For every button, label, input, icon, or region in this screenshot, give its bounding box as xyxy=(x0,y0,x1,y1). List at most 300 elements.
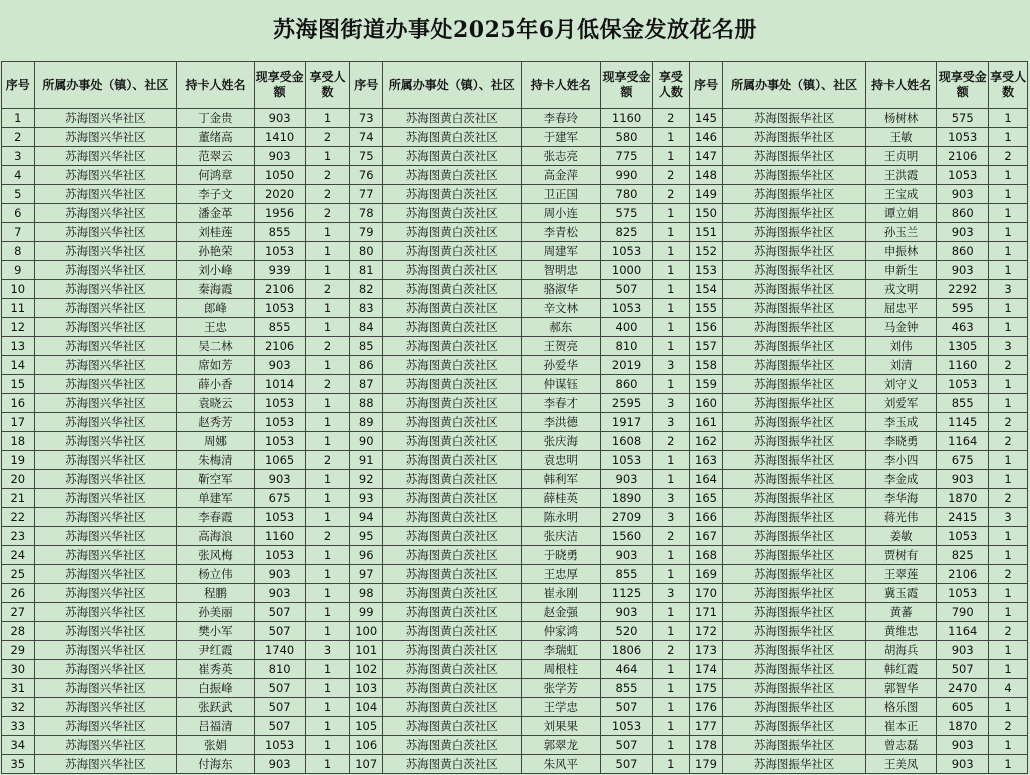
cardholder-name-cell: 王宝成 xyxy=(865,185,936,204)
district-cell: 苏海图振华社区 xyxy=(723,622,866,641)
amount-cell: 780 xyxy=(601,185,653,204)
amount-cell: 903 xyxy=(937,755,989,774)
seq-cell: 12 xyxy=(2,318,35,337)
amount-cell: 605 xyxy=(937,698,989,717)
seq-cell: 31 xyxy=(2,679,35,698)
table-row xyxy=(2,299,1028,318)
seq-cell: 159 xyxy=(689,375,723,394)
people-count-cell: 2 xyxy=(653,166,690,185)
district-cell: 苏海图振华社区 xyxy=(723,584,866,603)
seq-cell: 95 xyxy=(350,527,383,546)
seq-cell: 13 xyxy=(2,337,35,356)
table-row xyxy=(2,698,1028,717)
amount-cell: 2106 xyxy=(937,565,989,584)
seq-cell: 10 xyxy=(2,280,35,299)
cardholder-name-cell: 孙爱华 xyxy=(521,356,600,375)
cardholder-name-cell: 李青松 xyxy=(521,223,600,242)
people-count-cell: 1 xyxy=(989,660,1028,679)
people-count-cell: 1 xyxy=(989,394,1028,413)
cardholder-name-cell: 秦海霞 xyxy=(177,280,254,299)
amount-cell: 1410 xyxy=(254,128,305,147)
seq-cell: 85 xyxy=(350,337,383,356)
district-cell: 苏海图兴华社区 xyxy=(34,356,177,375)
cardholder-name-cell: 赵金强 xyxy=(521,603,600,622)
cardholder-name-cell: 周娜 xyxy=(177,432,254,451)
people-count-cell: 1 xyxy=(305,546,350,565)
cardholder-name-cell: 胡海兵 xyxy=(865,641,936,660)
seq-cell: 4 xyxy=(2,166,35,185)
amount-cell: 507 xyxy=(254,603,305,622)
district-cell: 苏海图兴华社区 xyxy=(34,185,177,204)
seq-cell: 107 xyxy=(350,755,383,774)
amount-cell: 1053 xyxy=(601,242,653,261)
table-row xyxy=(2,223,1028,242)
table-row xyxy=(2,242,1028,261)
cardholder-name-cell: 王敏 xyxy=(865,128,936,147)
amount-cell: 1160 xyxy=(601,109,653,128)
district-cell: 苏海图黄白茨社区 xyxy=(383,622,522,641)
amount-cell: 1053 xyxy=(254,242,305,261)
district-cell: 苏海图黄白茨社区 xyxy=(383,470,522,489)
table-row xyxy=(2,394,1028,413)
cardholder-name-cell: 蒋光伟 xyxy=(865,508,936,527)
cardholder-name-cell: 孙玉兰 xyxy=(865,223,936,242)
cardholder-name-cell: 张风梅 xyxy=(177,546,254,565)
seq-cell: 33 xyxy=(2,717,35,736)
amount-cell: 1053 xyxy=(254,546,305,565)
seq-cell: 178 xyxy=(689,736,723,755)
district-cell: 苏海图黄白茨社区 xyxy=(383,584,522,603)
seq-cell: 166 xyxy=(689,508,723,527)
cardholder-name-cell: 范翠云 xyxy=(177,147,254,166)
cardholder-name-cell: 朱风平 xyxy=(521,755,600,774)
cardholder-name-cell: 黄维忠 xyxy=(865,622,936,641)
district-cell: 苏海图振华社区 xyxy=(723,660,866,679)
district-cell: 苏海图振华社区 xyxy=(723,603,866,622)
district-cell: 苏海图黄白茨社区 xyxy=(383,280,522,299)
people-count-cell: 1 xyxy=(989,242,1028,261)
people-count-cell: 2 xyxy=(305,204,350,223)
table-row xyxy=(2,622,1028,641)
seq-cell: 14 xyxy=(2,356,35,375)
people-count-cell: 1 xyxy=(989,527,1028,546)
people-count-cell: 1 xyxy=(653,242,690,261)
cardholder-name-cell: 冀玉霞 xyxy=(865,584,936,603)
people-count-cell: 1 xyxy=(305,318,350,337)
district-cell: 苏海图兴华社区 xyxy=(34,489,177,508)
seq-cell: 15 xyxy=(2,375,35,394)
seq-cell: 91 xyxy=(350,451,383,470)
cardholder-name-cell: 卫正国 xyxy=(521,185,600,204)
district-cell: 苏海图振华社区 xyxy=(723,432,866,451)
district-cell: 苏海图黄白茨社区 xyxy=(383,432,522,451)
table-row xyxy=(2,755,1028,774)
district-cell: 苏海图振华社区 xyxy=(723,736,866,755)
people-count-cell: 1 xyxy=(305,299,350,318)
people-count-cell: 1 xyxy=(305,584,350,603)
seq-cell: 27 xyxy=(2,603,35,622)
amount-cell: 903 xyxy=(254,584,305,603)
cardholder-name-cell: 郝东 xyxy=(521,318,600,337)
seq-cell: 148 xyxy=(689,166,723,185)
amount-cell: 1053 xyxy=(254,299,305,318)
seq-cell: 103 xyxy=(350,679,383,698)
people-count-cell: 1 xyxy=(653,337,690,356)
cardholder-name-cell: 陈永明 xyxy=(521,508,600,527)
people-count-cell: 1 xyxy=(989,109,1028,128)
cardholder-name-cell: 周根柱 xyxy=(521,660,600,679)
district-cell: 苏海图兴华社区 xyxy=(34,622,177,641)
district-cell: 苏海图黄白茨社区 xyxy=(383,147,522,166)
people-count-cell: 1 xyxy=(989,128,1028,147)
people-count-cell: 1 xyxy=(989,641,1028,660)
people-count-cell: 1 xyxy=(305,432,350,451)
amount-cell: 1053 xyxy=(937,527,989,546)
table-row xyxy=(2,470,1028,489)
seq-cell: 83 xyxy=(350,299,383,318)
table-row xyxy=(2,318,1028,337)
people-count-cell: 1 xyxy=(989,185,1028,204)
amount-cell: 2470 xyxy=(937,679,989,698)
seq-cell: 158 xyxy=(689,356,723,375)
district-cell: 苏海图振华社区 xyxy=(723,489,866,508)
cardholder-name-cell: 李瑞虹 xyxy=(521,641,600,660)
cardholder-name-cell: 李晓勇 xyxy=(865,432,936,451)
cardholder-name-cell: 骆淑华 xyxy=(521,280,600,299)
people-count-cell: 1 xyxy=(989,451,1028,470)
amount-cell: 2595 xyxy=(601,394,653,413)
cardholder-name-cell: 何鸿章 xyxy=(177,166,254,185)
seq-cell: 25 xyxy=(2,565,35,584)
district-cell: 苏海图兴华社区 xyxy=(34,128,177,147)
cardholder-name-cell: 贾树有 xyxy=(865,546,936,565)
people-count-cell: 1 xyxy=(653,204,690,223)
seq-cell: 164 xyxy=(689,470,723,489)
amount-cell: 775 xyxy=(601,147,653,166)
people-count-cell: 2 xyxy=(989,717,1028,736)
district-cell: 苏海图黄白茨社区 xyxy=(383,242,522,261)
table-row xyxy=(2,147,1028,166)
amount-cell: 1608 xyxy=(601,432,653,451)
cardholder-name-cell: 韩利军 xyxy=(521,470,600,489)
seq-cell: 82 xyxy=(350,280,383,299)
people-count-cell: 3 xyxy=(653,584,690,603)
cardholder-name-cell: 单建军 xyxy=(177,489,254,508)
seq-cell: 179 xyxy=(689,755,723,774)
cardholder-name-cell: 吕福清 xyxy=(177,717,254,736)
amount-cell: 1000 xyxy=(601,261,653,280)
seq-cell: 21 xyxy=(2,489,35,508)
district-cell: 苏海图振华社区 xyxy=(723,451,866,470)
seq-cell: 98 xyxy=(350,584,383,603)
district-cell: 苏海图振华社区 xyxy=(723,508,866,527)
cardholder-name-cell: 周建军 xyxy=(521,242,600,261)
amount-cell: 2292 xyxy=(937,280,989,299)
amount-cell: 1053 xyxy=(254,736,305,755)
table-row xyxy=(2,432,1028,451)
amount-cell: 1164 xyxy=(937,622,989,641)
district-cell: 苏海图振华社区 xyxy=(723,527,866,546)
district-cell: 苏海图兴华社区 xyxy=(34,204,177,223)
district-cell: 苏海图黄白茨社区 xyxy=(383,508,522,527)
seq-cell: 153 xyxy=(689,261,723,280)
table-row xyxy=(2,489,1028,508)
amount-header: 现享受金额 xyxy=(254,62,305,109)
seq-cell: 76 xyxy=(350,166,383,185)
people-count-cell: 1 xyxy=(305,223,350,242)
amount-cell: 1956 xyxy=(254,204,305,223)
district-cell: 苏海图振华社区 xyxy=(723,394,866,413)
amount-cell: 903 xyxy=(601,546,653,565)
table-row xyxy=(2,546,1028,565)
cardholder-name-cell: 王美凤 xyxy=(865,755,936,774)
people-count-cell: 2 xyxy=(989,565,1028,584)
cardholder-name-cell: 白振峰 xyxy=(177,679,254,698)
people-count-cell: 1 xyxy=(989,736,1028,755)
district-cell: 苏海图兴华社区 xyxy=(34,508,177,527)
district-cell: 苏海图兴华社区 xyxy=(34,147,177,166)
district-cell: 苏海图兴华社区 xyxy=(34,470,177,489)
seq-cell: 6 xyxy=(2,204,35,223)
cardholder-name-cell: 李玉成 xyxy=(865,413,936,432)
table-row xyxy=(2,204,1028,223)
people-count-cell: 1 xyxy=(653,299,690,318)
seq-header: 序号 xyxy=(2,62,35,109)
district-cell: 苏海图振华社区 xyxy=(723,223,866,242)
district-cell: 苏海图兴华社区 xyxy=(34,755,177,774)
people-count-cell: 1 xyxy=(305,489,350,508)
table-row xyxy=(2,527,1028,546)
table-row xyxy=(2,584,1028,603)
district-cell: 苏海图兴华社区 xyxy=(34,584,177,603)
amount-cell: 1160 xyxy=(937,356,989,375)
people-count-cell: 2 xyxy=(305,280,350,299)
district-header: 所属办事处（镇）、社区 xyxy=(723,62,866,109)
people-count-cell: 1 xyxy=(653,147,690,166)
seq-cell: 87 xyxy=(350,375,383,394)
cardholder-name-cell: 仲谋钰 xyxy=(521,375,600,394)
district-cell: 苏海图黄白茨社区 xyxy=(383,204,522,223)
seq-cell: 7 xyxy=(2,223,35,242)
people-count-cell: 1 xyxy=(653,451,690,470)
district-cell: 苏海图振华社区 xyxy=(723,337,866,356)
cardholder-name-cell: 张志亮 xyxy=(521,147,600,166)
amount-cell: 507 xyxy=(601,736,653,755)
people-count-cell: 2 xyxy=(305,337,350,356)
amount-cell: 464 xyxy=(601,660,653,679)
people-count-cell: 1 xyxy=(653,280,690,299)
cardholder-name-header: 持卡人姓名 xyxy=(177,62,254,109)
district-cell: 苏海图振华社区 xyxy=(723,109,866,128)
cardholder-name-cell: 黄蕃 xyxy=(865,603,936,622)
seq-cell: 35 xyxy=(2,755,35,774)
cardholder-name-cell: 王洪霞 xyxy=(865,166,936,185)
people-count-cell: 1 xyxy=(305,660,350,679)
cardholder-name-cell: 王贺亮 xyxy=(521,337,600,356)
header-row xyxy=(2,62,1028,109)
cardholder-name-cell: 董绪高 xyxy=(177,128,254,147)
amount-cell: 1740 xyxy=(254,641,305,660)
seq-cell: 23 xyxy=(2,527,35,546)
people-count-cell: 1 xyxy=(653,736,690,755)
amount-cell: 855 xyxy=(601,679,653,698)
amount-cell: 1917 xyxy=(601,413,653,432)
amount-cell: 903 xyxy=(254,470,305,489)
cardholder-name-cell: 刘爱军 xyxy=(865,394,936,413)
amount-cell: 903 xyxy=(254,147,305,166)
district-cell: 苏海图黄白茨社区 xyxy=(383,185,522,204)
district-cell: 苏海图兴华社区 xyxy=(34,736,177,755)
seq-cell: 78 xyxy=(350,204,383,223)
amount-cell: 1560 xyxy=(601,527,653,546)
amount-cell: 400 xyxy=(601,318,653,337)
seq-cell: 105 xyxy=(350,717,383,736)
cardholder-name-cell: 张跃武 xyxy=(177,698,254,717)
district-cell: 苏海图振华社区 xyxy=(723,204,866,223)
district-cell: 苏海图兴华社区 xyxy=(34,603,177,622)
people-count-cell: 1 xyxy=(653,698,690,717)
people-count-cell: 1 xyxy=(305,242,350,261)
amount-cell: 2106 xyxy=(937,147,989,166)
cardholder-name-cell: 李春霞 xyxy=(177,508,254,527)
people-count-cell: 3 xyxy=(653,508,690,527)
table-row xyxy=(2,356,1028,375)
people-count-cell: 1 xyxy=(989,546,1028,565)
amount-cell: 1305 xyxy=(937,337,989,356)
seq-cell: 28 xyxy=(2,622,35,641)
seq-cell: 92 xyxy=(350,470,383,489)
district-cell: 苏海图振华社区 xyxy=(723,470,866,489)
table-row xyxy=(2,679,1028,698)
seq-cell: 75 xyxy=(350,147,383,166)
amount-cell: 2106 xyxy=(254,280,305,299)
amount-cell: 507 xyxy=(254,698,305,717)
cardholder-name-cell: 孙艳荣 xyxy=(177,242,254,261)
seq-cell: 17 xyxy=(2,413,35,432)
district-cell: 苏海图黄白茨社区 xyxy=(383,736,522,755)
district-cell: 苏海图兴华社区 xyxy=(34,261,177,280)
table-row xyxy=(2,717,1028,736)
amount-cell: 1053 xyxy=(254,394,305,413)
amount-cell: 2020 xyxy=(254,185,305,204)
district-cell: 苏海图黄白茨社区 xyxy=(383,660,522,679)
seq-cell: 146 xyxy=(689,128,723,147)
amount-cell: 1065 xyxy=(254,451,305,470)
cardholder-name-cell: 程鹏 xyxy=(177,584,254,603)
district-header: 所属办事处（镇）、社区 xyxy=(34,62,177,109)
seq-cell: 100 xyxy=(350,622,383,641)
seq-cell: 96 xyxy=(350,546,383,565)
cardholder-name-header: 持卡人姓名 xyxy=(521,62,600,109)
people-count-cell: 1 xyxy=(653,679,690,698)
table-row xyxy=(2,508,1028,527)
seq-cell: 170 xyxy=(689,584,723,603)
amount-cell: 810 xyxy=(254,660,305,679)
amount-header: 现享受金额 xyxy=(937,62,989,109)
table-row xyxy=(2,451,1028,470)
amount-cell: 1164 xyxy=(937,432,989,451)
amount-cell: 903 xyxy=(601,603,653,622)
cardholder-name-cell: 李子文 xyxy=(177,185,254,204)
amount-cell: 903 xyxy=(254,755,305,774)
district-cell: 苏海图振华社区 xyxy=(723,717,866,736)
district-cell: 苏海图振华社区 xyxy=(723,128,866,147)
people-count-cell: 1 xyxy=(305,698,350,717)
seq-cell: 94 xyxy=(350,508,383,527)
district-cell: 苏海图兴华社区 xyxy=(34,546,177,565)
district-cell: 苏海图黄白茨社区 xyxy=(383,261,522,280)
seq-cell: 161 xyxy=(689,413,723,432)
amount-cell: 903 xyxy=(254,565,305,584)
table-row xyxy=(2,128,1028,147)
table-row xyxy=(2,413,1028,432)
seq-cell: 163 xyxy=(689,451,723,470)
cardholder-name-cell: 张娟 xyxy=(177,736,254,755)
people-count-cell: 2 xyxy=(653,641,690,660)
seq-cell: 172 xyxy=(689,622,723,641)
amount-cell: 903 xyxy=(937,185,989,204)
table-row xyxy=(2,109,1028,128)
cardholder-name-cell: 李洪德 xyxy=(521,413,600,432)
cardholder-name-cell: 杨树林 xyxy=(865,109,936,128)
district-cell: 苏海图兴华社区 xyxy=(34,717,177,736)
people-count-cell: 1 xyxy=(305,622,350,641)
people-count-cell: 1 xyxy=(989,204,1028,223)
people-count-cell: 1 xyxy=(653,318,690,337)
amount-cell: 1053 xyxy=(601,299,653,318)
seq-cell: 24 xyxy=(2,546,35,565)
district-cell: 苏海图兴华社区 xyxy=(34,318,177,337)
seq-cell: 8 xyxy=(2,242,35,261)
district-cell: 苏海图黄白茨社区 xyxy=(383,394,522,413)
seq-cell: 90 xyxy=(350,432,383,451)
people-count-cell: 1 xyxy=(653,261,690,280)
cardholder-name-cell: 郎峰 xyxy=(177,299,254,318)
people-count-cell: 1 xyxy=(653,546,690,565)
amount-cell: 990 xyxy=(601,166,653,185)
amount-cell: 507 xyxy=(601,755,653,774)
amount-cell: 595 xyxy=(937,299,989,318)
cardholder-name-cell: 李小四 xyxy=(865,451,936,470)
table-row xyxy=(2,565,1028,584)
amount-cell: 903 xyxy=(937,470,989,489)
seq-cell: 155 xyxy=(689,299,723,318)
cardholder-name-cell: 智明忠 xyxy=(521,261,600,280)
amount-cell: 825 xyxy=(601,223,653,242)
district-cell: 苏海图振华社区 xyxy=(723,679,866,698)
amount-cell: 575 xyxy=(937,109,989,128)
seq-cell: 156 xyxy=(689,318,723,337)
people-count-header: 享受人数 xyxy=(305,62,350,109)
district-cell: 苏海图黄白茨社区 xyxy=(383,527,522,546)
seq-cell: 2 xyxy=(2,128,35,147)
cardholder-name-cell: 于晓勇 xyxy=(521,546,600,565)
people-count-cell: 1 xyxy=(653,755,690,774)
amount-cell: 860 xyxy=(937,204,989,223)
amount-cell: 507 xyxy=(937,660,989,679)
seq-cell: 9 xyxy=(2,261,35,280)
cardholder-name-cell: 王忠厚 xyxy=(521,565,600,584)
people-count-cell: 2 xyxy=(989,413,1028,432)
amount-cell: 903 xyxy=(937,223,989,242)
district-cell: 苏海图振华社区 xyxy=(723,147,866,166)
cardholder-name-cell: 刘清 xyxy=(865,356,936,375)
seq-cell: 152 xyxy=(689,242,723,261)
district-cell: 苏海图兴华社区 xyxy=(34,413,177,432)
seq-cell: 175 xyxy=(689,679,723,698)
amount-cell: 855 xyxy=(601,565,653,584)
seq-cell: 177 xyxy=(689,717,723,736)
